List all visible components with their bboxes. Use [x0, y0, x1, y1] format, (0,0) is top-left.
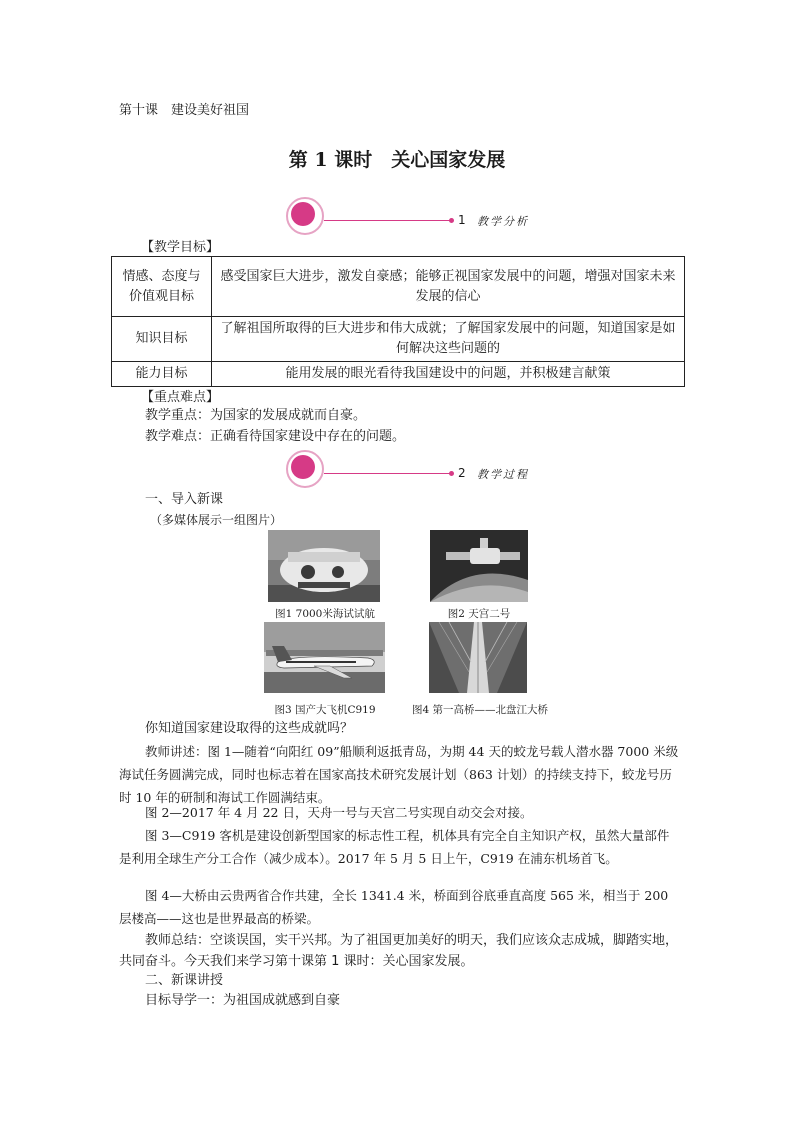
airplane-photo: [264, 622, 385, 693]
question: 你知道国家建设取得的这些成就吗？: [145, 721, 354, 736]
goal-key: 能力目标: [112, 362, 212, 387]
section-number: 1: [458, 213, 466, 227]
figure-caption: 图1 7000米海试试航: [275, 608, 375, 620]
key-point: 教学重点：为国家的发展成就而自豪。: [145, 408, 367, 423]
figure-caption: 图2 天宫二号: [447, 608, 511, 620]
section-label: 教学过程: [477, 468, 529, 481]
teacher-summary: 教师总结：空谈误国，实干兴邦。为了祖国更加美好的明天，我们应该众志成城，脚踏实地，共同奋斗。今天我们来学习第十课第 1 课时：关心国家发展。: [119, 933, 679, 969]
goal-value: 能用发展的眼光看待我国建设中的问题，并积极建言献策: [212, 362, 685, 387]
bridge-photo: [429, 622, 527, 693]
section-dot: [449, 471, 454, 476]
goal-guide-1: 目标导学一：为祖国成就感到自豪: [145, 993, 341, 1008]
section-line: [324, 473, 450, 474]
section-number: 2: [458, 466, 466, 480]
figure-caption: 图4 第一高桥——北盘江大桥: [411, 704, 549, 716]
space-station-photo: [430, 530, 528, 602]
section-marker-2: [286, 450, 546, 486]
table-row: [112, 317, 685, 362]
goal-key: 知识目标: [112, 317, 212, 362]
teacher-explain-2: 图 2—2017 年 4 月 22 日，天舟一号与天宫二号实现自动交会对接。: [145, 805, 533, 820]
section-label: 教学分析: [477, 215, 529, 228]
figure-caption: 图3 国产大飞机C919: [274, 704, 376, 716]
teacher-explain-4: 图 4—大桥由云贵两省合作共建，全长 1341.4 米，桥面到谷底垂直高度 565 米，相当于 200 层楼高——这也是世界最高的桥梁。: [119, 888, 669, 926]
section-circle-fill: [291, 455, 315, 479]
page-title: 第 1 课时 关心国家发展: [288, 149, 506, 171]
table-row: [112, 362, 685, 387]
teacher-explain-1: 教师讲述：图 1—随着“向阳红 09”船顺利返抵青岛，为期 44 天的蛟龙号载人潜水器 7000 米级海试任务圆满完成，同时也标志着在国家高技术研究发展计划（863 计划）的持续支持下，蛟龙号历时 10 年的研制和海试工作圆满结束。: [119, 744, 679, 805]
goals-heading: 【教学目标】: [141, 240, 220, 255]
table-row: [112, 257, 685, 317]
teacher-explain-3: 图 3—C919 客机是建设创新型国家的标志性工程，机体具有完全自主知识产权，虽然大量部件是利用全球生产分工合作（减少成本）。2017 年 5 月 5 日上午，C919 在浦东机场首飞。: [119, 828, 670, 866]
goal-value: 了解祖国所取得的巨大进步和伟大成就；了解国家发展中的问题，知道国家是如何解决这些问题的: [212, 317, 685, 362]
section-dot: [449, 218, 454, 223]
section-circle-fill: [291, 202, 315, 226]
intro-heading: 一、导入新课: [145, 492, 224, 507]
goal-value: 感受国家巨大进步，激发自豪感；能够正视国家发展中的问题，增强对国家未来发展的信心: [212, 257, 685, 317]
intro-note: （多媒体展示一组图片）: [150, 513, 283, 527]
submersible-photo: [268, 530, 380, 602]
goals-table: [111, 256, 685, 387]
difficult-point: 教学难点：正确看待国家建设中存在的问题。: [145, 429, 406, 444]
lesson-header: 第十课 建设美好祖国: [119, 103, 250, 118]
key-points-heading: 【重点难点】: [141, 390, 220, 405]
section-marker-1: [286, 197, 546, 233]
new-lesson-heading: 二、新课讲授: [145, 973, 224, 988]
section-line: [324, 220, 450, 221]
goal-key: 情感、态度与价值观目标: [112, 257, 212, 317]
